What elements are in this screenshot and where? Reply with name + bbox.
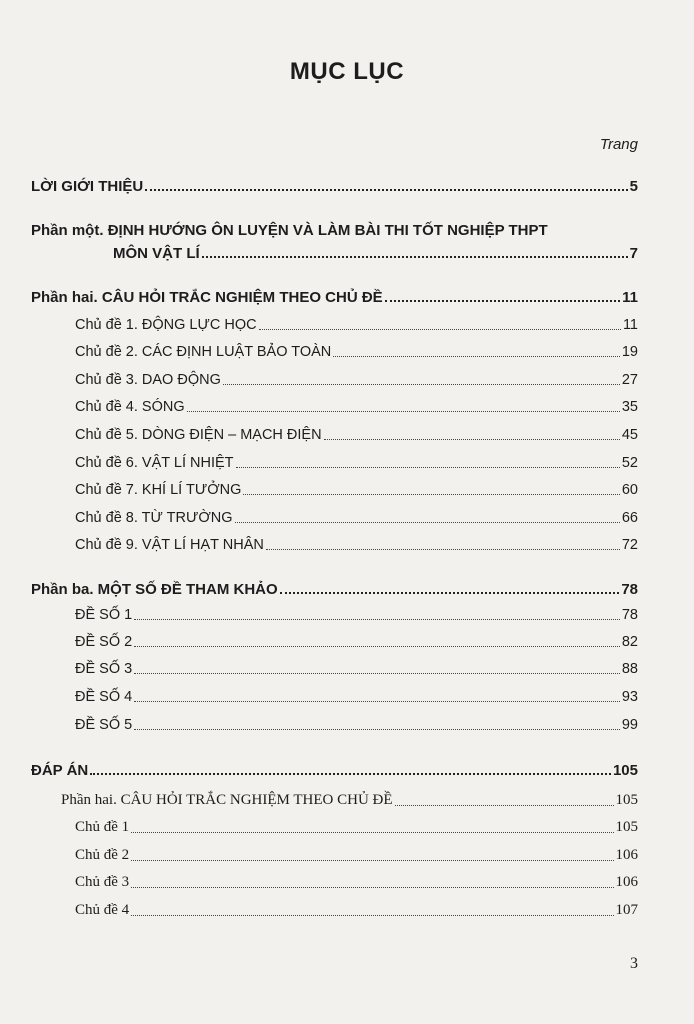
part-prefix: Phần một. (31, 222, 104, 239)
dot-leader (333, 356, 620, 357)
toc-entry-page: 105 (615, 792, 638, 808)
part-title-line1: ĐỊNH HƯỚNG ÔN LUYỆN VÀ LÀM BÀI THI TỐT NGHIỆP THPT (107, 222, 548, 239)
toc-entry-part3[interactable] (31, 581, 638, 598)
toc-entry-page: 107 (615, 902, 638, 918)
toc-entry-topic-2[interactable] (75, 344, 638, 360)
toc-entry-part1-line2[interactable] (113, 245, 638, 262)
toc-entry-topic-8[interactable] (75, 510, 638, 526)
toc-entry-label: Chủ đề 4. SÓNG (75, 399, 185, 415)
toc-entry-answer-topic-1[interactable] (75, 819, 638, 836)
part-title-line2: MÔN VẬT LÍ (113, 245, 200, 262)
toc-entry-page: 19 (621, 344, 638, 360)
toc-entry-page: 52 (621, 455, 638, 471)
toc-entry-page: 106 (615, 847, 638, 863)
toc-entry-label: Chủ đề 2. CÁC ĐỊNH LUẬT BẢO TOÀN (75, 344, 332, 360)
toc-entry-part2[interactable] (31, 289, 638, 306)
toc-entry-page: 5 (629, 178, 638, 195)
toc-entry-intro[interactable] (31, 178, 638, 195)
toc-entry-topic-5[interactable] (75, 427, 638, 443)
dot-leader (223, 384, 620, 385)
toc-entry-page: 45 (621, 427, 638, 443)
toc-entry-label: Chủ đề 3. DAO ĐỘNG (75, 372, 221, 388)
toc-entry-page: 99 (621, 717, 638, 733)
dot-leader (134, 646, 620, 647)
toc-entry-label: Chủ đề 5. DÒNG ĐIỆN – MẠCH ĐIỆN (75, 427, 322, 443)
toc-entry-label: Phần ba. MỘT SỐ ĐỀ THAM KHẢO (31, 581, 278, 598)
toc-entry-label: LỜI GIỚI THIỆU (31, 178, 144, 195)
toc-entry-label: ĐỀ SỐ 5 (75, 717, 133, 733)
toc-entry-answers-part2[interactable] (61, 792, 638, 809)
toc-entry-exam-2[interactable] (75, 634, 638, 650)
page-title: MỤC LỤC (289, 58, 405, 85)
toc-entry-label: Chủ đề 4 (75, 902, 130, 918)
dot-leader (131, 887, 613, 888)
toc-entry-answer-topic-2[interactable] (75, 847, 638, 864)
toc-entry-topic-9[interactable] (75, 537, 638, 553)
toc-entry-part1-line1[interactable] (31, 222, 548, 239)
toc-entry-page: 106 (615, 874, 638, 890)
dot-leader (243, 494, 619, 495)
dot-leader (187, 411, 620, 412)
toc-entry-page: 88 (621, 661, 638, 677)
dot-leader (134, 673, 620, 674)
toc-entry-label: Chủ đề 2 (75, 847, 130, 863)
dot-leader (259, 329, 621, 330)
dot-leader (236, 467, 620, 468)
toc-entry-page: 11 (622, 289, 638, 306)
toc-entry-page: 78 (621, 607, 638, 623)
toc-entry-page: 66 (621, 510, 638, 526)
dot-leader (145, 189, 627, 191)
dot-leader (134, 701, 620, 702)
toc-entry-label: Chủ đề 1 (75, 819, 130, 835)
page-number: 3 (630, 955, 638, 972)
dot-leader (90, 773, 611, 775)
dot-leader (324, 439, 620, 440)
toc-entry-page: 7 (629, 245, 638, 262)
toc-entry-topic-1[interactable] (75, 317, 638, 333)
toc-entry-label: Chủ đề 7. KHÍ LÍ TƯỞNG (75, 482, 242, 498)
toc-entry-label: ĐỀ SỐ 1 (75, 607, 133, 623)
dot-leader (131, 860, 613, 861)
toc-entry-label: ĐÁP ÁN (31, 762, 89, 779)
toc-entry-page: 105 (615, 819, 638, 835)
toc-entry-exam-5[interactable] (75, 717, 638, 733)
toc-entry-answer-topic-3[interactable] (75, 874, 638, 891)
dot-leader (134, 729, 620, 730)
toc-entry-label: Chủ đề 6. VẬT LÍ NHIỆT (75, 455, 234, 471)
dot-leader (131, 915, 613, 916)
toc-entry-label: ĐỀ SỐ 4 (75, 689, 133, 705)
toc-entry-label: Chủ đề 9. VẬT LÍ HẠT NHÂN (75, 537, 264, 553)
toc-entry-page: 11 (622, 317, 638, 333)
dot-leader (266, 549, 620, 550)
dot-leader (385, 300, 620, 302)
dot-leader (235, 522, 620, 523)
dot-leader (134, 619, 620, 620)
toc-entry-label: Phần hai. CÂU HỎI TRẮC NGHIỆM THEO CHỦ ĐỀ (61, 792, 393, 808)
toc-entry-label: Chủ đề 1. ĐỘNG LỰC HỌC (75, 317, 257, 333)
toc-entry-answers[interactable] (31, 762, 638, 779)
toc-entry-answer-topic-4[interactable] (75, 902, 638, 919)
toc-entry-page: 82 (621, 634, 638, 650)
toc-entry-page: 105 (612, 762, 638, 779)
toc-entry-page: 93 (621, 689, 638, 705)
toc-entry-page: 35 (621, 399, 638, 415)
toc-entry-topic-4[interactable] (75, 399, 638, 415)
toc-entry-page: 72 (621, 537, 638, 553)
toc-entry-label: Phần hai. CÂU HỎI TRẮC NGHIỆM THEO CHỦ ĐỀ (31, 289, 383, 306)
toc-entry-topic-3[interactable] (75, 372, 638, 388)
toc-entry-exam-3[interactable] (75, 661, 638, 677)
toc-entry-exam-1[interactable] (75, 607, 638, 623)
dot-leader (280, 592, 620, 594)
toc-entry-page: 78 (621, 581, 638, 598)
toc-entry-label: Chủ đề 3 (75, 874, 130, 890)
toc-entry-label: ĐỀ SỐ 2 (75, 634, 133, 650)
toc-entry-page: 60 (621, 482, 638, 498)
toc-entry-label: ĐỀ SỐ 3 (75, 661, 133, 677)
toc-entry-exam-4[interactable] (75, 689, 638, 705)
toc-entry-topic-6[interactable] (75, 455, 638, 471)
dot-leader (202, 256, 628, 258)
dot-leader (131, 832, 613, 833)
toc-entry-topic-7[interactable] (75, 482, 638, 498)
dot-leader (395, 805, 614, 806)
page-column-label: Trang (599, 136, 638, 153)
toc-entry-label: Chủ đề 8. TỪ TRƯỜNG (75, 510, 233, 526)
toc-entry-page: 27 (621, 372, 638, 388)
